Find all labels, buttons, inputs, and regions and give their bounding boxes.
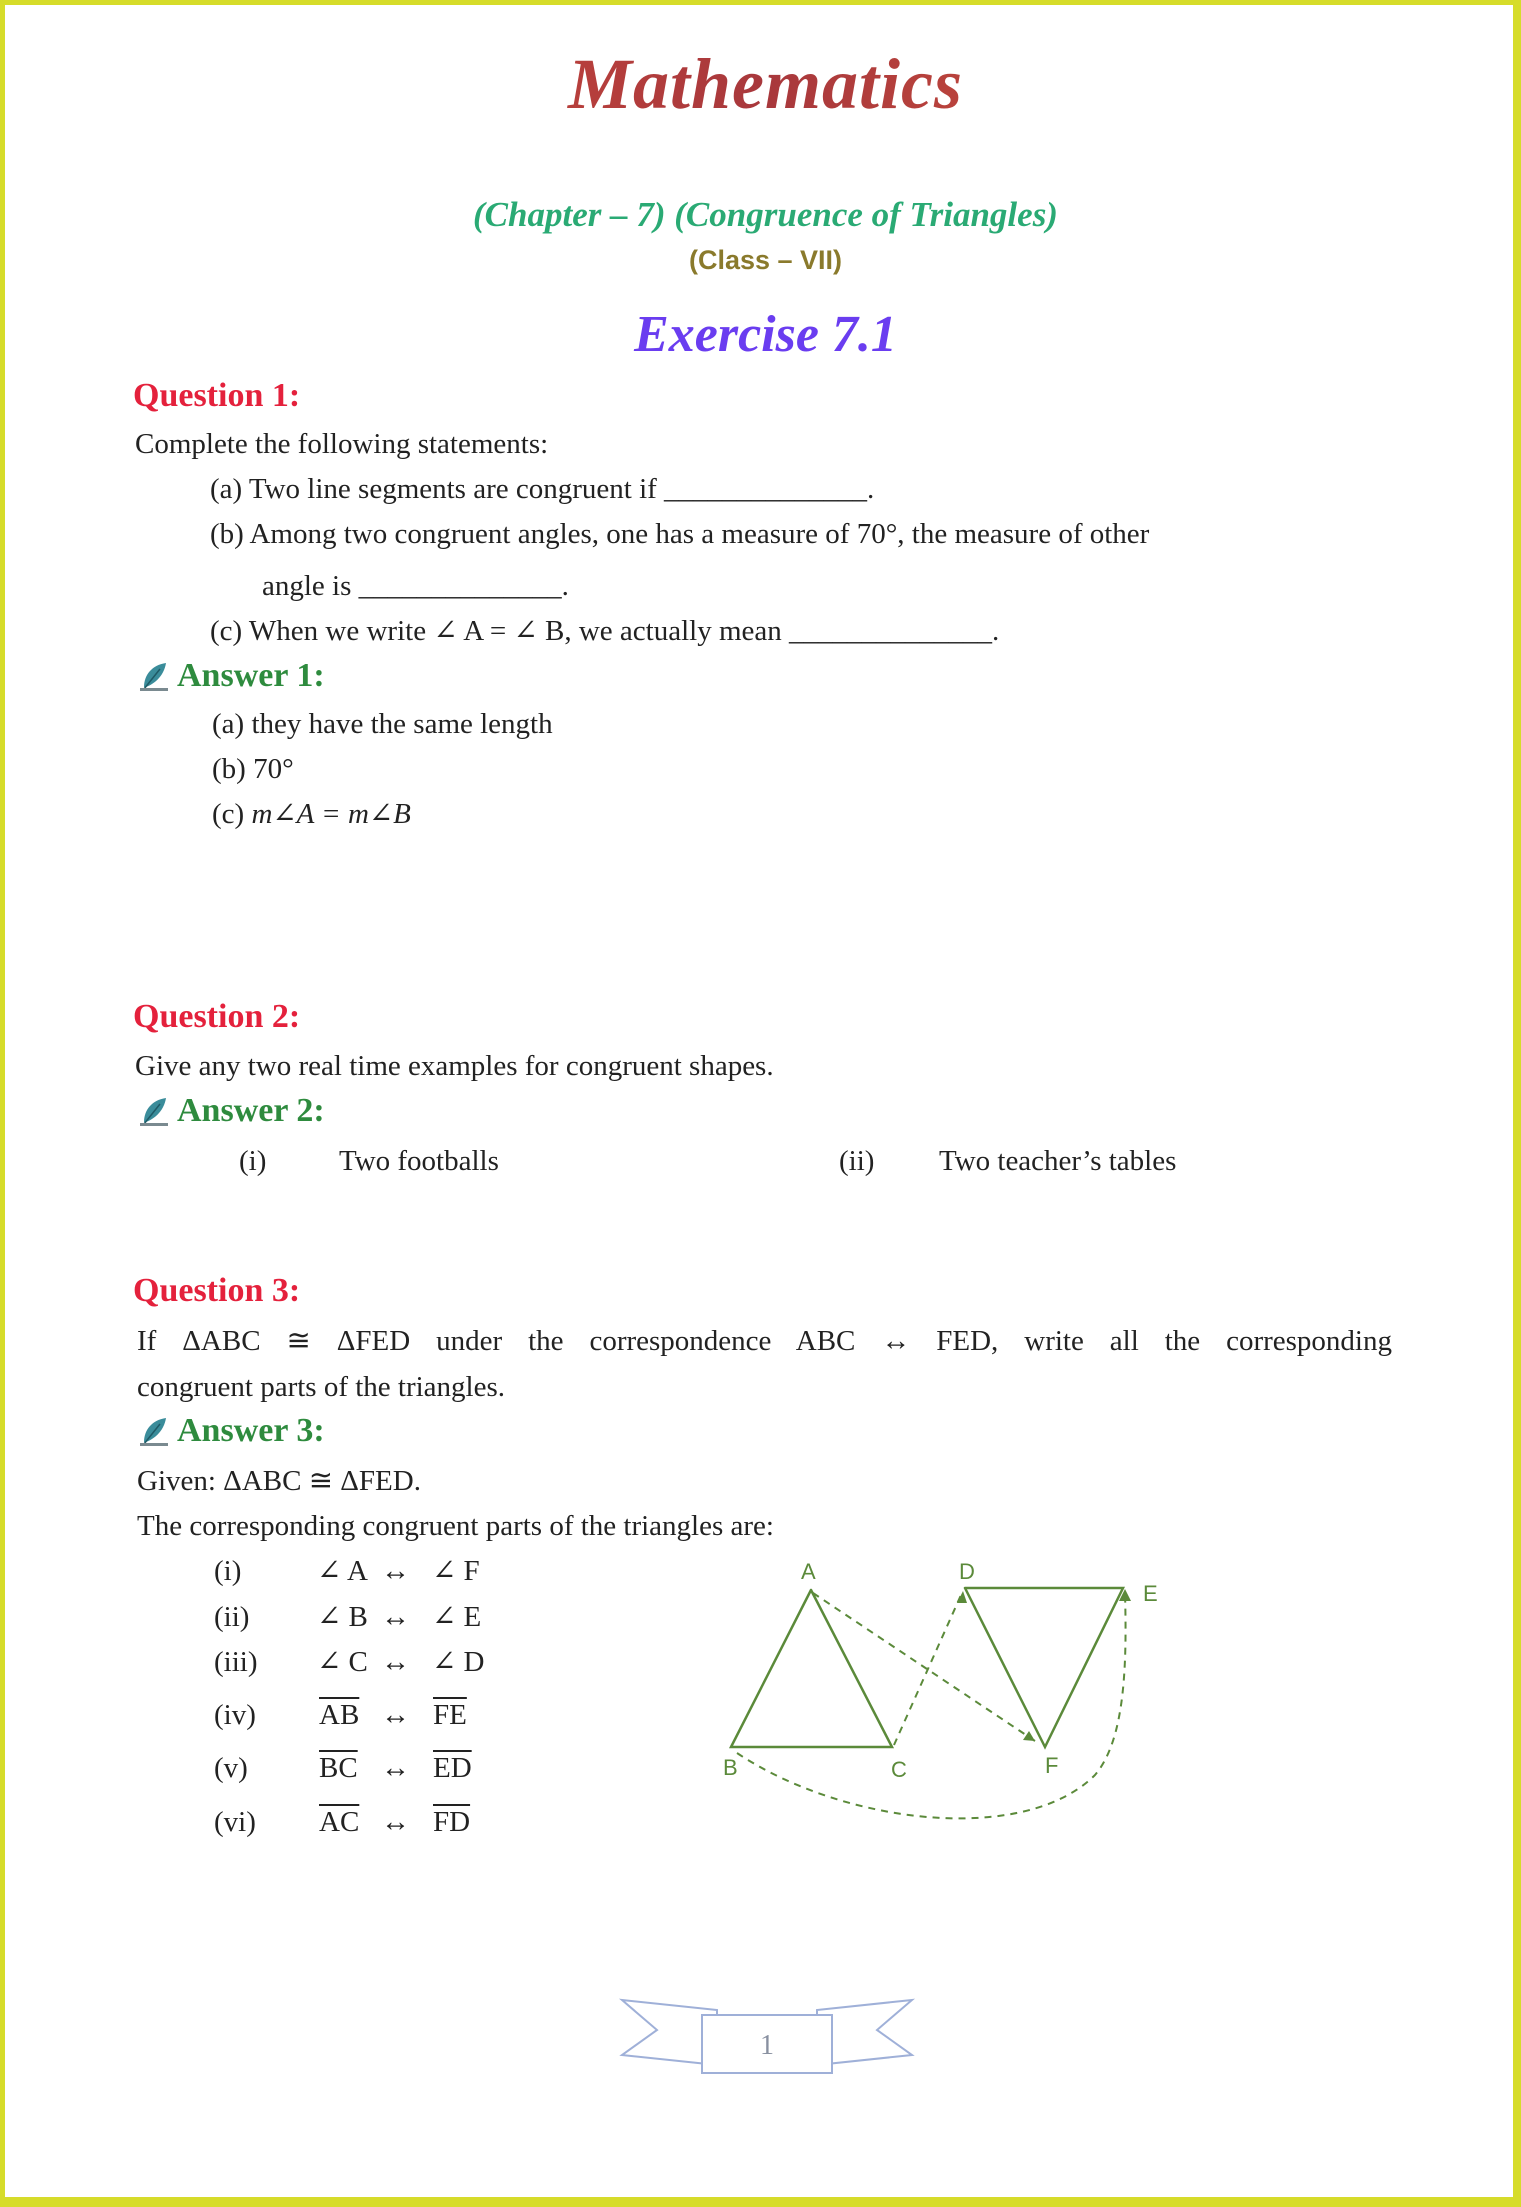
triangle-abc (731, 1590, 892, 1747)
page-number: 1 (760, 2030, 774, 2061)
answer-2-heading: Answer 2: (177, 1092, 325, 1129)
answer-feather-icon (138, 1416, 170, 1448)
chapter-title: (Chapter – 7) (Congruence of Triangles) (473, 195, 1058, 234)
correspondence-label-iv: (iv) (214, 1699, 256, 1731)
question-3-prompt-line-2: congruent parts of the triangles. (137, 1371, 506, 1403)
part-text: Two line segments are congruent if ______________. (248, 473, 875, 505)
correspondence-right-iv: $\overline{FE}$ (433, 1699, 467, 1731)
answer-2-item-ii-label: (ii) (839, 1145, 875, 1177)
item-text: 70° (253, 753, 294, 785)
correspondence-left-i: ∠ A (317, 1555, 368, 1587)
class-label: (Class – VII) (688, 245, 843, 275)
item-label: (a) (212, 708, 245, 740)
question-1-part-a (210, 475, 874, 504)
part-label: (b) (210, 518, 244, 550)
correspondence-arrow: ↔ (381, 1601, 410, 1633)
correspondence-right-ii: ∠ E (432, 1601, 482, 1633)
item-text: m∠A = m∠B (251, 798, 411, 830)
correspondence-arrow: ↔ (381, 1699, 410, 1731)
correspondence-arrow: ↔ (381, 1555, 410, 1587)
question-2-prompt: Give any two real time examples for congruent shapes. (135, 1050, 774, 1082)
correspondence-label-v: (v) (214, 1752, 248, 1784)
answer-2-item-i-text: Two footballs (339, 1145, 499, 1177)
correspondence-right-i: ∠ F (432, 1555, 480, 1587)
answer-feather-icon (138, 661, 170, 693)
part-label: (c) (210, 615, 243, 647)
question-1-part-b (210, 520, 1395, 549)
question-1-prompt: Complete the following statements: (135, 428, 549, 460)
answer-3-given: Given: ΔABC ≅ ΔFED. (137, 1465, 421, 1497)
subject-title: Mathematics (5, 43, 1521, 126)
question-1-part-c (210, 617, 999, 646)
correspondence-left-iii: ∠ C (317, 1646, 368, 1678)
vertex-label-b: B (723, 1755, 738, 1780)
answer-1-item-b (212, 755, 294, 784)
question-1-heading: Question 1: (133, 377, 301, 414)
answer-2-item-i-label: (i) (239, 1145, 267, 1177)
correspondence-label-ii: (ii) (214, 1601, 250, 1633)
correspondence-label-iii: (iii) (214, 1646, 258, 1678)
question-1-part-b-continued: angle is ______________. (262, 570, 569, 602)
answer-feather-icon (138, 1096, 170, 1128)
correspondence-right-iii: ∠ D (432, 1646, 485, 1678)
answer-2-item-ii-text: Two teacher’s tables (939, 1145, 1177, 1177)
vertex-label-c: C (891, 1757, 907, 1782)
triangle-def (965, 1588, 1123, 1747)
question-2-heading: Question 2: (133, 998, 301, 1035)
correspondence-label-i: (i) (214, 1555, 242, 1587)
correspondence-left-v: $\overline{BC}$ (319, 1752, 358, 1784)
answer-3-heading: Answer 3: (177, 1412, 325, 1449)
correspondence-arrow: ↔ (381, 1806, 410, 1838)
part-label: (a) (210, 473, 243, 505)
answer-1-heading: Answer 1: (177, 657, 325, 694)
vertex-label-e: E (1143, 1581, 1158, 1606)
correspondence-left-ii: ∠ B (317, 1601, 368, 1633)
item-label: (c) (212, 798, 245, 830)
exercise-title: Exercise 7.1 (634, 306, 897, 363)
correspondence-right-vi: $\overline{FD}$ (433, 1806, 471, 1838)
answer-3-intro: The corresponding congruent parts of the triangles are: (137, 1510, 774, 1542)
question-3-heading: Question 3: (133, 1272, 301, 1309)
vertex-label-d: D (959, 1559, 975, 1584)
answer-1-item-a (212, 710, 553, 739)
correspondence-right-v: $\overline{ED}$ (433, 1752, 472, 1784)
correspondence-arrow: ↔ (381, 1646, 410, 1678)
part-text: When we write ∠ A = ∠ B, we actually mean ______________. (248, 615, 1000, 647)
question-3-prompt-line-1: If ΔABC ≅ ΔFED under the correspondence ABC ↔ FED, write all the corresponding (137, 1325, 1392, 1357)
item-text: they have the same length (251, 708, 553, 740)
triangle-correspondence-diagram (695, 1545, 1175, 1845)
part-text: Among two congruent angles, one has a measure of 70°, the measure of other (249, 518, 1150, 550)
correspondence-label-vi: (vi) (214, 1806, 256, 1838)
correspondence-arrow: ↔ (381, 1752, 410, 1784)
correspondence-left-iv: $\overline{AB}$ (319, 1699, 360, 1731)
item-label: (b) (212, 753, 246, 785)
correspondence-left-vi: $\overline{AC}$ (319, 1806, 360, 1838)
vertex-label-f: F (1045, 1753, 1059, 1778)
vertex-label-a: A (801, 1559, 816, 1584)
answer-1-item-c (212, 800, 411, 829)
